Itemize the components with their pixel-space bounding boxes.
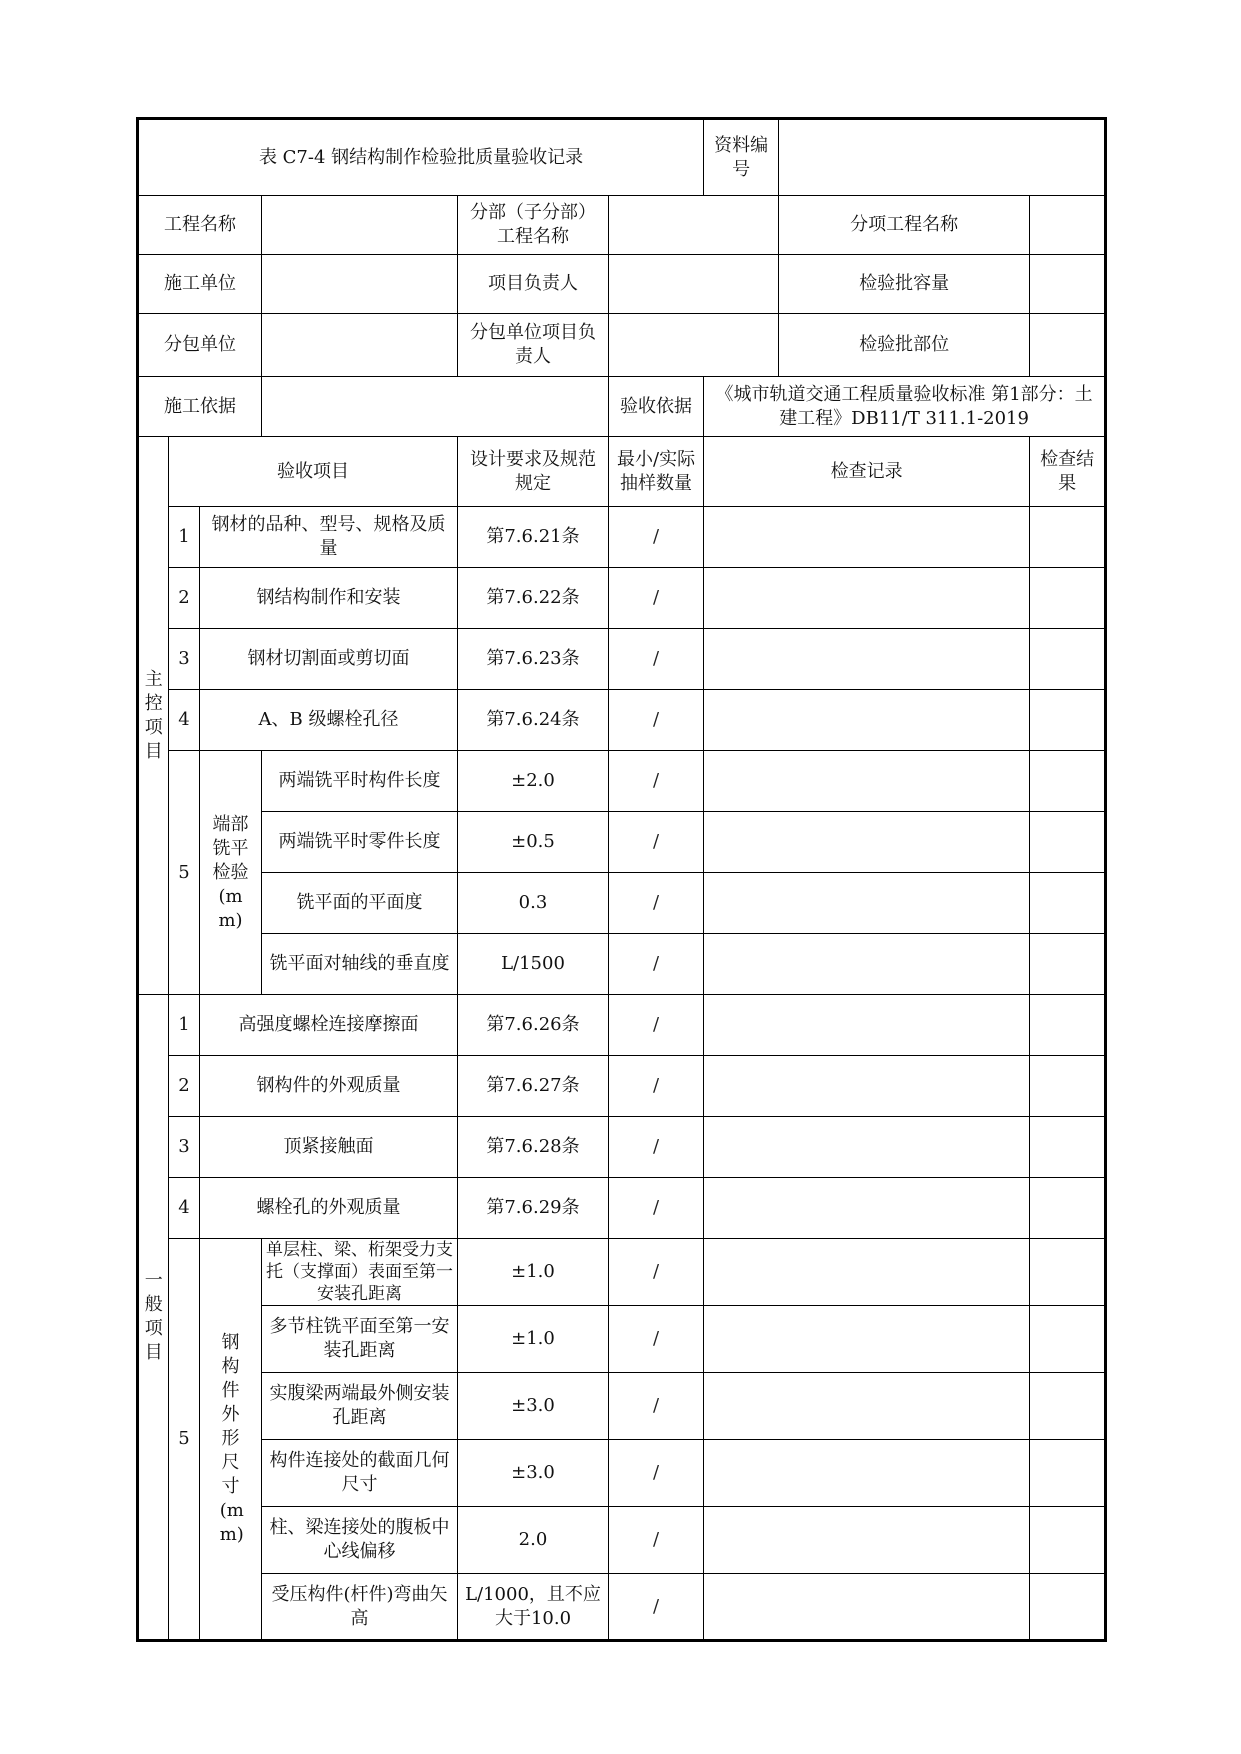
design-requirement: 第7.6.29条 xyxy=(458,1178,609,1239)
record-field[interactable] xyxy=(704,1178,1030,1239)
result-field[interactable] xyxy=(1030,1306,1106,1373)
table-row xyxy=(138,1239,1106,1306)
result-field[interactable] xyxy=(1030,1239,1106,1306)
row-number: 4 xyxy=(169,690,200,751)
result-field[interactable] xyxy=(1030,1440,1106,1507)
table-row xyxy=(138,1117,1106,1178)
contractor-label: 施工单位 xyxy=(138,255,262,314)
item-name: 钢构件的外观质量 xyxy=(200,1056,458,1117)
col-sample-header: 最小/实际抽样数量 xyxy=(609,437,704,507)
record-field[interactable] xyxy=(704,1507,1030,1574)
doc-no-label: 资料编号 xyxy=(704,119,779,196)
item-name: 单层柱、梁、桁架受力支托（支撑面）表面至第一安装孔距离 xyxy=(262,1239,458,1306)
project-row xyxy=(138,196,1106,255)
row-number: 5 xyxy=(169,751,200,995)
capacity-label: 检验批容量 xyxy=(779,255,1030,314)
result-field[interactable] xyxy=(1030,751,1106,812)
col-item-header: 验收项目 xyxy=(169,437,458,507)
sample-count[interactable]: / xyxy=(609,995,704,1056)
design-requirement: ±2.0 xyxy=(458,751,609,812)
item-name: 钢结构制作和安装 xyxy=(200,568,458,629)
main-control-label: 主控项目 xyxy=(138,437,169,995)
row-number: 2 xyxy=(169,1056,200,1117)
row-number: 2 xyxy=(169,568,200,629)
table-row xyxy=(138,934,1106,995)
design-requirement: 第7.6.23条 xyxy=(458,629,609,690)
item-name: 铣平面对轴线的垂直度 xyxy=(262,934,458,995)
division-label: 分部（子分部）工程名称 xyxy=(458,196,609,255)
item-name: 柱、梁连接处的腹板中心线偏移 xyxy=(262,1507,458,1574)
result-field[interactable] xyxy=(1030,1373,1106,1440)
item-name: 顶紧接触面 xyxy=(200,1117,458,1178)
result-field[interactable] xyxy=(1030,690,1106,751)
record-field[interactable] xyxy=(704,873,1030,934)
sample-count[interactable]: / xyxy=(609,1373,704,1440)
table-row xyxy=(138,629,1106,690)
col-design-header: 设计要求及规范规定 xyxy=(458,437,609,507)
design-requirement: 第7.6.26条 xyxy=(458,995,609,1056)
col-record-header: 检查记录 xyxy=(704,437,1030,507)
record-field[interactable] xyxy=(704,1373,1030,1440)
item-name: 钢材的品种、型号、规格及质量 xyxy=(200,507,458,568)
project-name-field[interactable] xyxy=(262,196,458,255)
row-number: 3 xyxy=(169,1117,200,1178)
sample-count[interactable]: / xyxy=(609,1178,704,1239)
item-name: 多节柱铣平面至第一安装孔距离 xyxy=(262,1306,458,1373)
table-row xyxy=(138,812,1106,873)
col-result-header: 检查结果 xyxy=(1030,437,1106,507)
result-field[interactable] xyxy=(1030,1117,1106,1178)
result-field[interactable] xyxy=(1030,934,1106,995)
item-name: 两端铣平时零件长度 xyxy=(262,812,458,873)
table-row xyxy=(138,1574,1106,1641)
item-name: 铣平面的平面度 xyxy=(262,873,458,934)
record-field[interactable] xyxy=(704,1306,1030,1373)
project-name-label: 工程名称 xyxy=(138,196,262,255)
design-requirement: 第7.6.28条 xyxy=(458,1117,609,1178)
subcontractor-row xyxy=(138,314,1106,377)
inspection-record-table xyxy=(136,117,1107,1642)
form-title: 表 C7-4 钢结构制作检验批质量验收记录 xyxy=(138,119,704,196)
doc-no-field[interactable] xyxy=(779,119,1106,196)
general-label: 一般项目 xyxy=(138,995,169,1641)
item-name: 构件连接处的截面几何尺寸 xyxy=(262,1440,458,1507)
sample-count[interactable]: / xyxy=(609,507,704,568)
item-name: A、B 级螺栓孔径 xyxy=(200,690,458,751)
sample-count[interactable]: / xyxy=(609,690,704,751)
subcontractor-label: 分包单位 xyxy=(138,314,262,377)
sample-count[interactable]: / xyxy=(609,1306,704,1373)
table-row xyxy=(138,1056,1106,1117)
row-number: 1 xyxy=(169,507,200,568)
row-number: 4 xyxy=(169,1178,200,1239)
result-field[interactable] xyxy=(1030,1574,1106,1641)
result-field[interactable] xyxy=(1030,507,1106,568)
sample-count[interactable]: / xyxy=(609,1440,704,1507)
pm-field[interactable] xyxy=(609,255,779,314)
sample-count[interactable]: / xyxy=(609,873,704,934)
sample-count[interactable]: / xyxy=(609,1117,704,1178)
item-name: 受压构件(杆件)弯曲矢高 xyxy=(262,1574,458,1641)
title-row xyxy=(138,119,1106,196)
item-name: 实腹梁两端最外侧安装孔距离 xyxy=(262,1373,458,1440)
design-requirement: ±1.0 xyxy=(458,1239,609,1306)
group-label: 钢构件外形尺寸(mm) xyxy=(200,1239,262,1641)
design-requirement: ±3.0 xyxy=(458,1373,609,1440)
design-requirement: 第7.6.22条 xyxy=(458,568,609,629)
record-field[interactable] xyxy=(704,1440,1030,1507)
sample-count[interactable]: / xyxy=(609,751,704,812)
sample-count[interactable]: / xyxy=(609,1574,704,1641)
capacity-field[interactable] xyxy=(1030,255,1106,314)
record-field[interactable] xyxy=(704,1239,1030,1306)
sample-count[interactable]: / xyxy=(609,812,704,873)
design-requirement: 第7.6.27条 xyxy=(458,1056,609,1117)
sample-count[interactable]: / xyxy=(609,1056,704,1117)
design-requirement: 第7.6.24条 xyxy=(458,690,609,751)
result-field[interactable] xyxy=(1030,568,1106,629)
basis-label: 施工依据 xyxy=(138,377,262,437)
design-requirement: ±3.0 xyxy=(458,1440,609,1507)
pm-label: 项目负责人 xyxy=(458,255,609,314)
design-requirement: ±1.0 xyxy=(458,1306,609,1373)
basis-row xyxy=(138,377,1106,437)
result-field[interactable] xyxy=(1030,995,1106,1056)
row-number: 5 xyxy=(169,1239,200,1641)
item-name: 钢材切割面或剪切面 xyxy=(200,629,458,690)
item-name: 高强度螺栓连接摩擦面 xyxy=(200,995,458,1056)
record-field[interactable] xyxy=(704,995,1030,1056)
sub-pm-label: 分包单位项目负责人 xyxy=(458,314,609,377)
row-number: 3 xyxy=(169,629,200,690)
table-row xyxy=(138,507,1106,568)
item-name: 两端铣平时构件长度 xyxy=(262,751,458,812)
record-field[interactable] xyxy=(704,812,1030,873)
table-row xyxy=(138,995,1106,1056)
record-field[interactable] xyxy=(704,1574,1030,1641)
group-label: 端部铣平检验(mm) xyxy=(200,751,262,995)
table-row xyxy=(138,1373,1106,1440)
table-row xyxy=(138,690,1106,751)
record-field[interactable] xyxy=(704,690,1030,751)
sample-count[interactable]: / xyxy=(609,568,704,629)
acceptance-basis-value: 《城市轨道交通工程质量验收标准 第1部分：土建工程》DB11/T 311.1-2019 xyxy=(704,377,1106,437)
record-field[interactable] xyxy=(704,1117,1030,1178)
subitem-label: 分项工程名称 xyxy=(779,196,1030,255)
acceptance-basis-label: 验收依据 xyxy=(609,377,704,437)
table-row xyxy=(138,568,1106,629)
record-field[interactable] xyxy=(704,507,1030,568)
record-field[interactable] xyxy=(704,751,1030,812)
record-field[interactable] xyxy=(704,568,1030,629)
table-row xyxy=(138,1178,1106,1239)
item-name: 螺栓孔的外观质量 xyxy=(200,1178,458,1239)
result-field[interactable] xyxy=(1030,629,1106,690)
record-field[interactable] xyxy=(704,629,1030,690)
result-field[interactable] xyxy=(1030,1507,1106,1574)
design-requirement: 0.3 xyxy=(458,873,609,934)
table-row xyxy=(138,1440,1106,1507)
location-field[interactable] xyxy=(1030,314,1106,377)
result-field[interactable] xyxy=(1030,1056,1106,1117)
design-requirement: L/1000，且不应大于10.0 xyxy=(458,1574,609,1641)
table-row xyxy=(138,1507,1106,1574)
row-number: 1 xyxy=(169,995,200,1056)
contractor-row xyxy=(138,255,1106,314)
design-requirement: 第7.6.21条 xyxy=(458,507,609,568)
design-requirement: 2.0 xyxy=(458,1507,609,1574)
result-field[interactable] xyxy=(1030,812,1106,873)
record-field[interactable] xyxy=(704,934,1030,995)
sample-count[interactable]: / xyxy=(609,1239,704,1306)
record-field[interactable] xyxy=(704,1056,1030,1117)
sub-pm-field[interactable] xyxy=(609,314,779,377)
location-label: 检验批部位 xyxy=(779,314,1030,377)
sample-count[interactable]: / xyxy=(609,1507,704,1574)
subcontractor-field[interactable] xyxy=(262,314,458,377)
basis-field[interactable] xyxy=(262,377,609,437)
sample-count[interactable]: / xyxy=(609,629,704,690)
column-header-row xyxy=(138,437,1106,507)
subitem-field[interactable] xyxy=(1030,196,1106,255)
table-row xyxy=(138,1306,1106,1373)
sample-count[interactable]: / xyxy=(609,934,704,995)
division-field[interactable] xyxy=(609,196,779,255)
result-field[interactable] xyxy=(1030,873,1106,934)
table-row xyxy=(138,751,1106,812)
table-row xyxy=(138,873,1106,934)
contractor-field[interactable] xyxy=(262,255,458,314)
design-requirement: ±0.5 xyxy=(458,812,609,873)
result-field[interactable] xyxy=(1030,1178,1106,1239)
design-requirement: L/1500 xyxy=(458,934,609,995)
